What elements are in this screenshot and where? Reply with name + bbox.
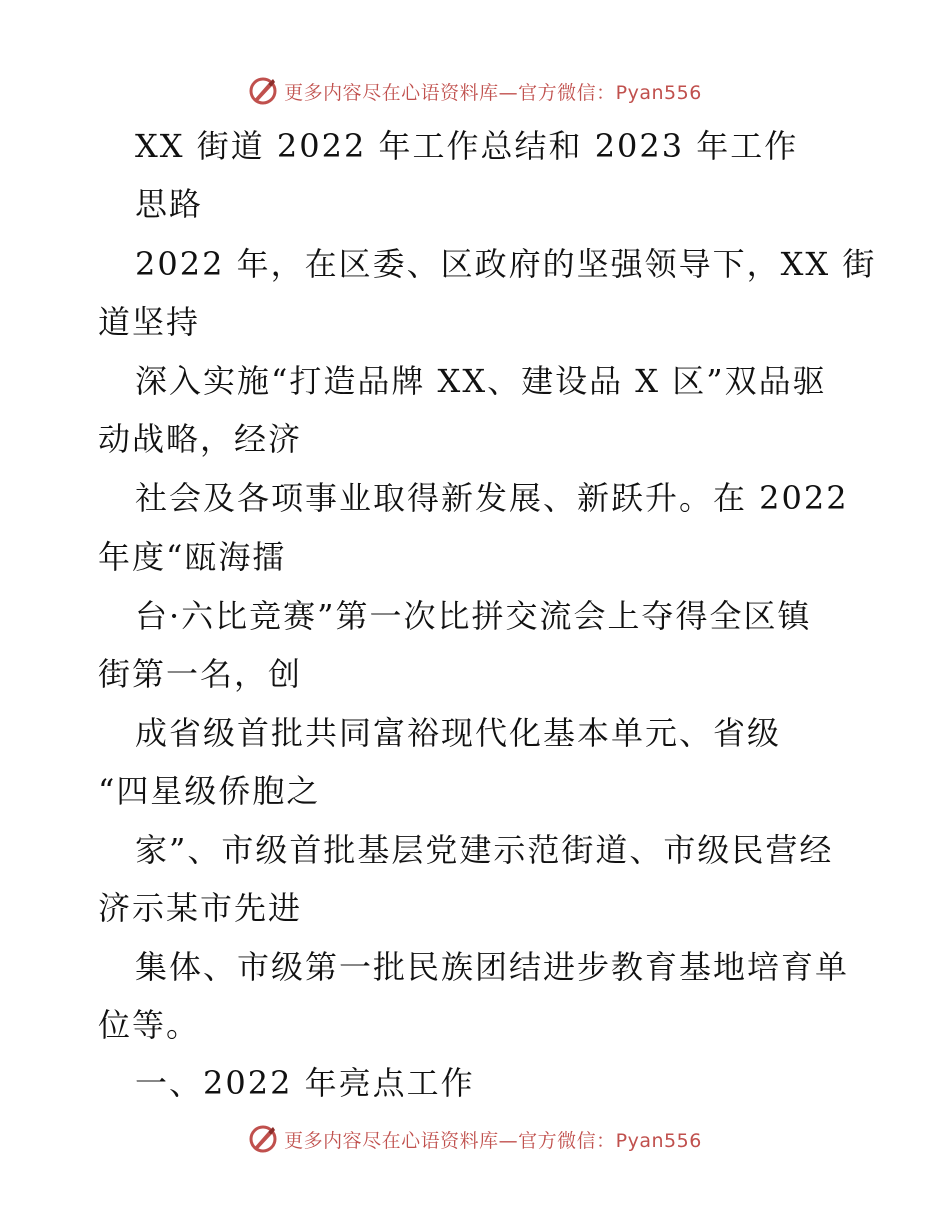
paragraph-line: 社会及各项事业取得新发展、新跃升。在 2022	[135, 479, 849, 517]
watermark-text: 更多内容尽在心语资料库—官方微信：Pyan556	[284, 81, 702, 104]
paragraph-line: “四星级侨胞之	[98, 772, 321, 810]
watermark-text: 更多内容尽在心语资料库—官方微信：Pyan556	[284, 1129, 702, 1152]
paragraph-line: 年度“瓯海擂	[98, 538, 287, 576]
section-heading: 一、2022 年亮点工作	[135, 1064, 475, 1102]
paragraph-line: 成省级首批共同富裕现代化基本单元、省级	[135, 714, 782, 752]
paragraph-line: 家”、市级首批基层党建示范街道、市级民营经	[135, 831, 834, 869]
paragraph-line: 道坚持	[98, 303, 201, 341]
paragraph-line: 集体、市级第一批民族团结进步教育基地培育单	[135, 948, 850, 986]
paragraph-line: 动战略，经济	[98, 420, 303, 458]
paragraph-line: 台·六比竞赛”第一次比拼交流会上夺得全区镇	[135, 597, 812, 635]
paragraph-line: 位等。	[98, 1006, 201, 1044]
document-title-line-2: 思路	[135, 185, 204, 223]
paragraph-line: 街第一名，创	[98, 655, 303, 693]
document-title-line-1: XX 街道 2022 年工作总结和 2023 年工作	[135, 127, 799, 165]
paragraph-line: 济示某市先进	[98, 889, 303, 927]
paragraph-line: 深入实施“打造品牌 XX、建设品 X 区”双品驱	[135, 362, 827, 400]
paragraph-line: 2022 年，在区委、区政府的坚强领导下，XX 街	[135, 245, 877, 283]
footer-watermark-banner	[0, 1119, 950, 1159]
pen-logo-icon	[248, 1124, 278, 1154]
